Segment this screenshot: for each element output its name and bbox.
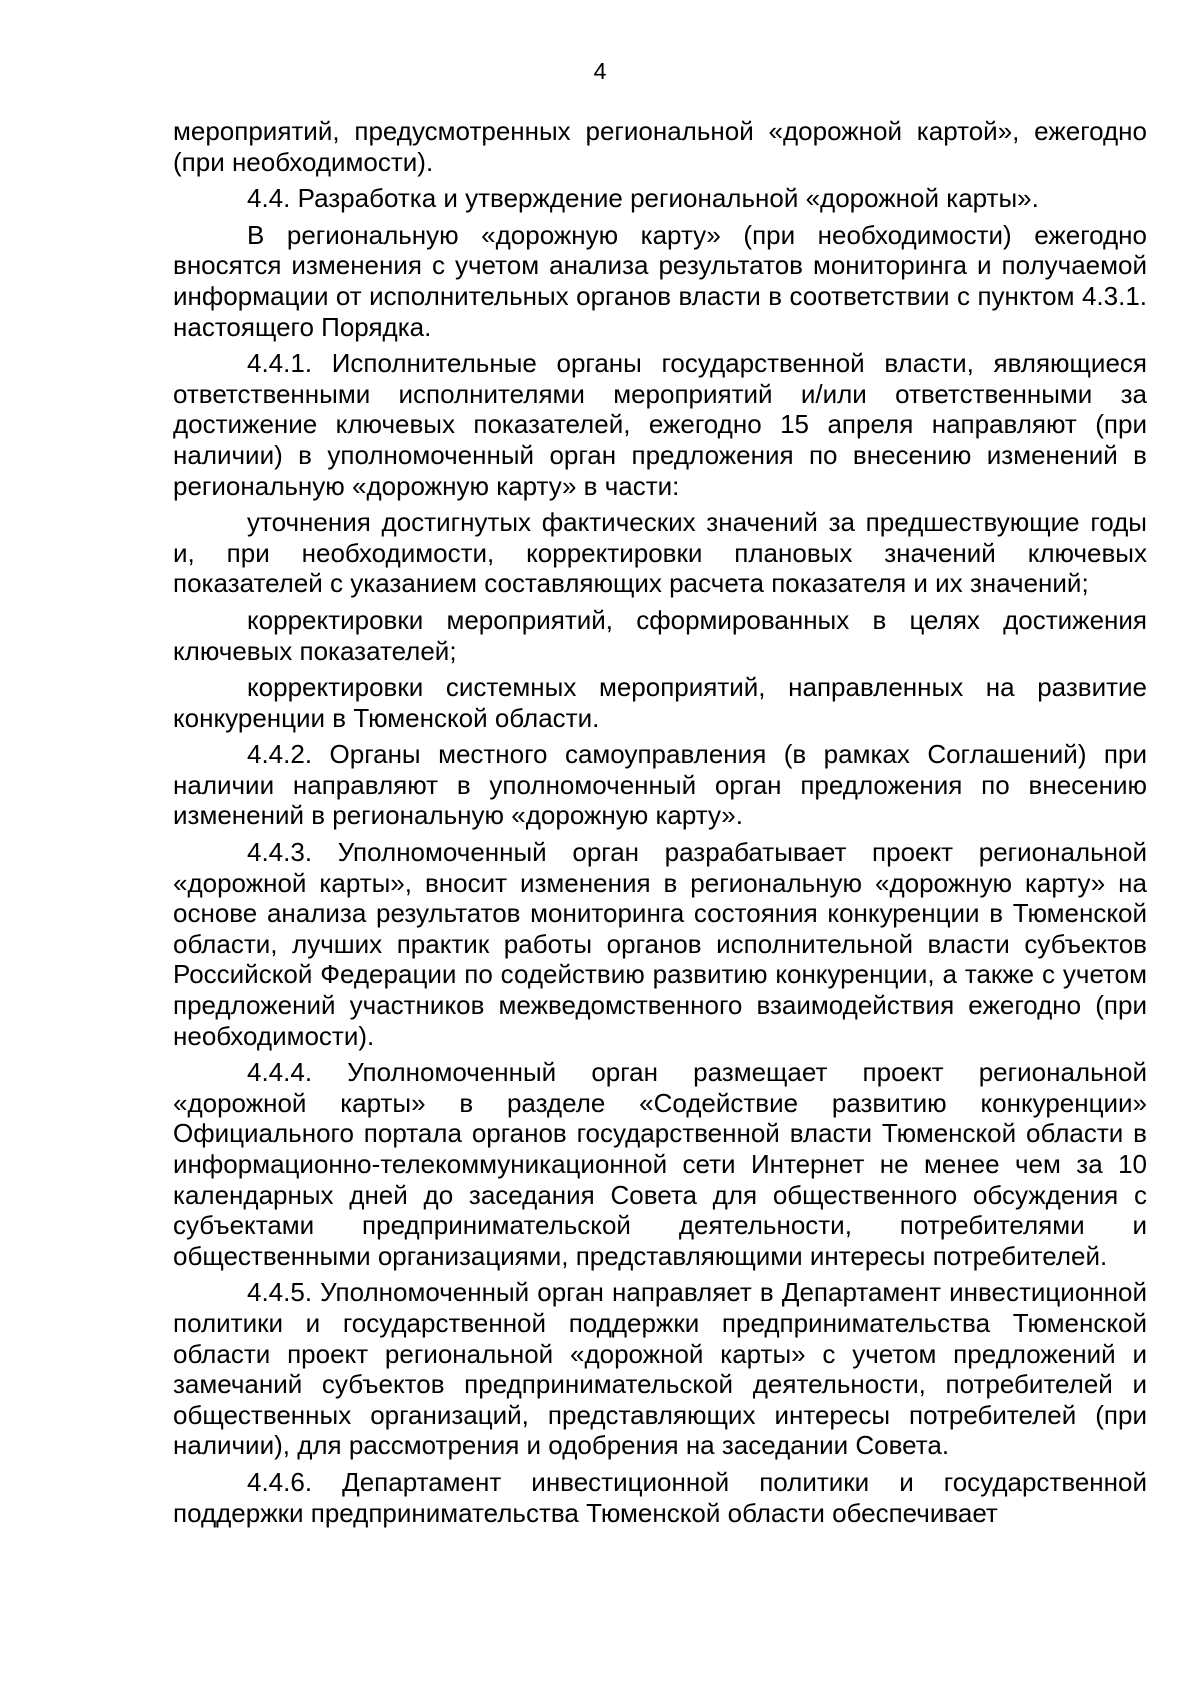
paragraph-activity-adjustment: корректировки мероприятий, сформированных в целях достижения ключевых показателей; bbox=[173, 604, 1147, 666]
paragraph-4-4-2: 4.4.2. Органы местного самоуправления (в рамках Соглашений) при наличии направляют в уполномоченный орган предложения по внесению изменений в региональную «дорожную карту». bbox=[173, 739, 1147, 831]
paragraph-4-4-5: 4.4.5. Уполномоченный орган направляет в Департамент инвестиционной политики и государственной поддержки предпринимательства Тюменской области проект региональной «дорожной карты» с учетом предложений и замечаний субъектов предпринимательской деятельности, потребителей и общественных организаций, представляющих интересы потребителей (при наличии), для рассмотрения и одобрения на заседании Совета. bbox=[173, 1277, 1147, 1461]
document-body bbox=[173, 116, 1147, 1534]
paragraph-4-4-4: 4.4.4. Уполномоченный орган размещает проект региональной «дорожной карты» в разделе «Содействие развитию конкуренции» Официального портала органов государственной власти Тюменской области в информационно-телекоммуникационной сети Интернет не менее чем за 10 календарных дней до заседания Совета для общественного обсуждения с субъектами предпринимательской деятельности, потребителями и общественными организациями, представляющими интересы потребителей. bbox=[173, 1057, 1147, 1271]
paragraph-4-4-1: 4.4.1. Исполнительные органы государственной власти, являющиеся ответственными исполнителями мероприятий и/или ответственными за достижение ключевых показателей, ежегодно 15 апреля направляют (при наличии) в уполномоченный орган предложения по внесению изменений в региональную «дорожную карту» в части: bbox=[173, 348, 1147, 501]
paragraph-system-activity-adjustment: корректировки системных мероприятий, направленных на развитие конкуренции в Тюменской области. bbox=[173, 672, 1147, 733]
paragraph-continuation: мероприятий, предусмотренных региональной «дорожной картой», ежегодно (при необходимости). bbox=[173, 116, 1147, 177]
paragraph-clarification: уточнения достигнутых фактических значений за предшествующие годы и, при необходимости, корректировки плановых значений ключевых показателей с указанием составляющих расчета показателя и их значений; bbox=[173, 507, 1147, 599]
page-number: 4 bbox=[593, 58, 607, 84]
paragraph-roadmap-changes: В региональную «дорожную карту» (при необходимости) ежегодно вносятся изменения с учетом анализа результатов мониторинга и получаемой информации от исполнительных органов власти в соответствии с пунктом 4.3.1. настоящего Порядка. bbox=[173, 219, 1147, 342]
paragraph-4-4-heading: 4.4. Разработка и утверждение региональной «дорожной карты». bbox=[247, 183, 1039, 214]
paragraph-4-4-6: 4.4.6. Департамент инвестиционной политики и государственной поддержки предпринимательства Тюменской области обеспечивает bbox=[173, 1466, 1147, 1528]
paragraph-4-4-3: 4.4.3. Уполномоченный орган разрабатывает проект региональной «дорожной карты», вносит изменения в региональную «дорожную карту» на основе анализа результатов мониторинга состояния конкуренции в Тюменской области, лучших практик работы органов исполнительной власти субъектов Российской Федерации по содействию развитию конкуренции, а также с учетом предложений участников межведомственного взаимодействия ежегодно (при необходимости). bbox=[173, 837, 1147, 1051]
